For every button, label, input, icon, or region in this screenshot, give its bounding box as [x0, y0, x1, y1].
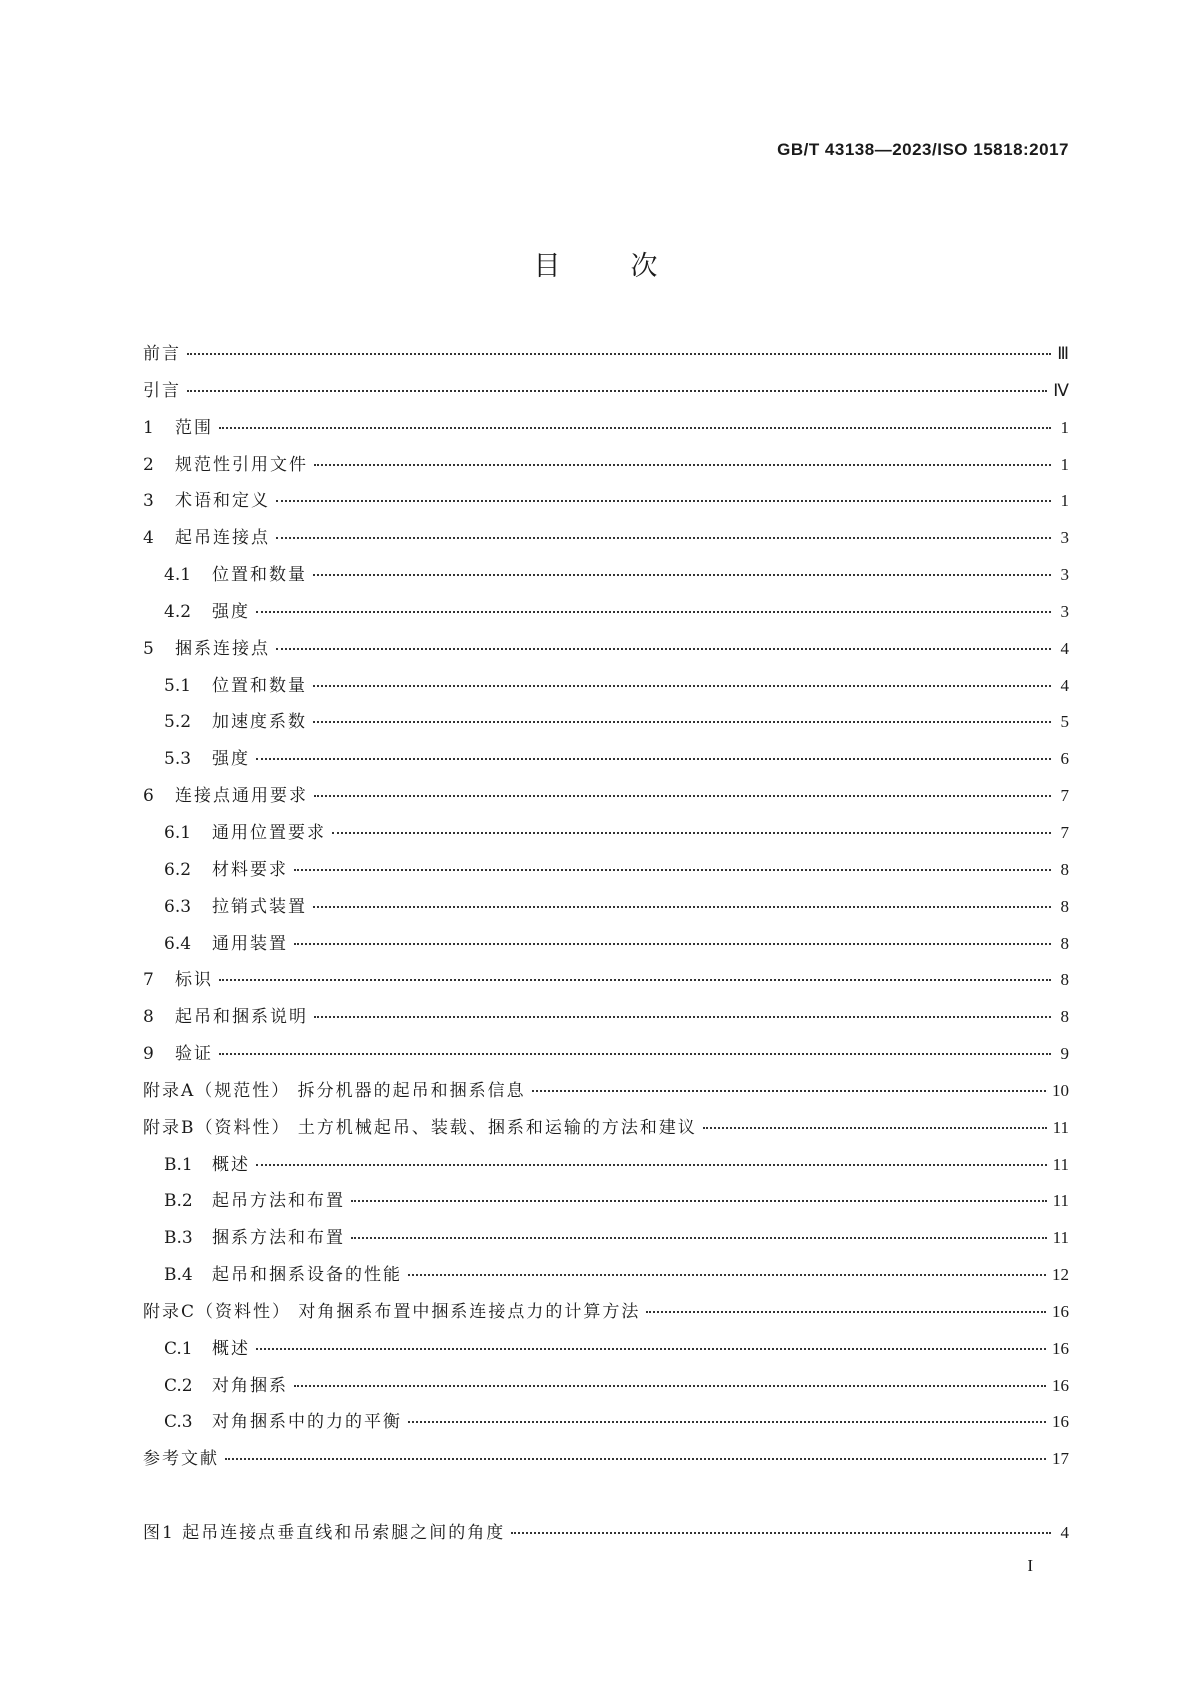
toc-entry-number: 6.4 [164, 933, 192, 954]
toc-entry-page: 16 [1052, 1375, 1069, 1395]
toc-entry[interactable] [143, 1186, 1069, 1223]
toc-entry-number: 6.1 [164, 822, 192, 843]
toc-entry-page: 3 [1060, 601, 1069, 621]
toc-entry[interactable] [143, 597, 1069, 634]
toc-entry-number: 2 [143, 454, 154, 475]
toc-entry-page: 1 [1060, 454, 1069, 474]
toc-entry-title: 加速度系数 [212, 712, 307, 733]
dot-leader [532, 1090, 1046, 1092]
toc-entry[interactable] [143, 634, 1069, 671]
toc-entry-page: 10 [1052, 1080, 1069, 1100]
toc-entry-page: 16 [1052, 1412, 1069, 1432]
toc-entry-number: 6.3 [164, 896, 192, 917]
toc-entry-title: 规范性引用文件 [175, 454, 308, 475]
toc-entry-title: 概述 [212, 1338, 250, 1359]
dot-leader [219, 427, 1051, 429]
toc-entry-number: B.1 [164, 1154, 193, 1175]
toc-entry[interactable] [143, 1113, 1069, 1150]
toc-entry[interactable] [143, 339, 1069, 376]
dot-leader [313, 574, 1051, 576]
toc-entry-number: 4.1 [164, 565, 192, 586]
toc-entry-title: 对角捆系中的力的平衡 [212, 1412, 402, 1433]
table-of-contents [143, 339, 1069, 1481]
toc-entry[interactable] [143, 1150, 1069, 1187]
toc-entry-number: B.4 [164, 1265, 193, 1286]
toc-entry-number: C.2 [164, 1375, 193, 1396]
toc-entry[interactable] [143, 1407, 1069, 1444]
dot-leader [351, 1237, 1047, 1239]
toc-entry-title: 附录A（规范性） 拆分机器的起吊和捆系信息 [143, 1080, 526, 1101]
toc-entry-page: Ⅲ [1057, 344, 1069, 363]
toc-entry-title: 起吊方法和布置 [212, 1191, 345, 1212]
standard-number: GB/T 43138—2023/ISO 15818:2017 [777, 140, 1069, 159]
toc-entry-title: 通用位置要求 [212, 822, 326, 843]
toc-entry-title: 强度 [212, 749, 250, 770]
dot-leader [256, 758, 1051, 760]
toc-entry-title: 术语和定义 [175, 491, 270, 512]
page-number: I [1027, 1556, 1033, 1575]
toc-entry-title: 标识 [175, 970, 213, 991]
toc-entry[interactable] [143, 376, 1069, 413]
dot-leader [256, 611, 1051, 613]
toc-entry-number: 9 [143, 1044, 154, 1065]
dot-leader [294, 1385, 1046, 1387]
dot-leader [256, 1164, 1047, 1166]
toc-entry[interactable] [143, 1039, 1069, 1076]
toc-entry-number: 5.1 [164, 675, 192, 696]
toc-entry-title: 验证 [175, 1044, 213, 1065]
toc-entry-page: 9 [1060, 1044, 1069, 1064]
toc-entry[interactable] [143, 892, 1069, 929]
dot-leader [276, 537, 1051, 539]
dot-leader [219, 979, 1051, 981]
toc-entry[interactable] [143, 450, 1069, 487]
toc-entry-title: 引言 [143, 380, 181, 401]
dot-leader [314, 795, 1051, 797]
toc-entry-title: 捆系连接点 [175, 638, 270, 659]
toc-entry[interactable] [143, 744, 1069, 781]
toc-entry-page: 7 [1060, 822, 1069, 842]
toc-entry-title: 强度 [212, 601, 250, 622]
toc-entry-page: 1 [1060, 491, 1069, 511]
toc-entry-title: 起吊连接点 [175, 528, 270, 549]
toc-entry[interactable] [143, 671, 1069, 708]
dot-leader [313, 685, 1051, 687]
dot-leader [187, 390, 1047, 392]
toc-entry[interactable] [143, 965, 1069, 1002]
toc-entry-page: 6 [1060, 749, 1069, 769]
dot-leader [187, 353, 1051, 355]
toc-entry-title: 捆系方法和布置 [212, 1228, 345, 1249]
toc-entry-number: C.3 [164, 1412, 193, 1433]
toc-entry-title: 概述 [212, 1154, 250, 1175]
toc-entry-page: 4 [1060, 1523, 1069, 1542]
dot-leader [294, 943, 1051, 945]
dot-leader [314, 1016, 1051, 1018]
dot-leader [256, 1348, 1046, 1350]
dot-leader [332, 832, 1051, 834]
dot-leader [351, 1200, 1047, 1202]
toc-entry-title: 参考文献 [143, 1449, 219, 1470]
toc-entry[interactable] [143, 781, 1069, 818]
toc-entry-number: 6.2 [164, 859, 192, 880]
toc-entry[interactable] [143, 1371, 1069, 1408]
toc-entry[interactable] [143, 560, 1069, 597]
toc-entry-number: 5.2 [164, 712, 192, 733]
toc-entry-title: 通用装置 [212, 933, 288, 954]
toc-entry-page: 17 [1052, 1449, 1069, 1469]
toc-entry-page: 8 [1060, 896, 1069, 916]
toc-entry-title: 材料要求 [212, 859, 288, 880]
dot-leader [313, 906, 1051, 908]
toc-entry-page: 8 [1060, 1007, 1069, 1027]
toc-entry-title: 起吊和捆系设备的性能 [212, 1265, 402, 1286]
toc-entry-page: 16 [1052, 1338, 1069, 1358]
toc-entry-number: 6 [143, 786, 154, 807]
dot-leader [276, 500, 1051, 502]
toc-entry-number: 5 [143, 638, 154, 659]
toc-entry-page: Ⅳ [1053, 380, 1069, 400]
toc-entry-number: 8 [143, 1007, 154, 1028]
toc-entry-number: B.3 [164, 1228, 193, 1249]
toc-entry-title: 起吊和捆系说明 [175, 1007, 308, 1028]
toc-entry-page: 8 [1060, 933, 1069, 953]
dot-leader [646, 1311, 1046, 1313]
toc-entry-page: 8 [1060, 970, 1069, 990]
toc-entry-number: B.2 [164, 1191, 193, 1212]
toc-entry-number: 4 [143, 528, 154, 549]
toc-entry-page: 4 [1060, 675, 1069, 695]
toc-entry[interactable] [143, 486, 1069, 523]
dot-leader [408, 1421, 1046, 1423]
toc-entry[interactable] [143, 929, 1069, 966]
toc-entry[interactable] [143, 1297, 1069, 1334]
toc-entry-page: 5 [1060, 712, 1069, 732]
toc-entry[interactable] [143, 1260, 1069, 1297]
toc-entry[interactable] [143, 1223, 1069, 1260]
toc-entry-page: 11 [1052, 1117, 1069, 1137]
toc-entry-title: 位置和数量 [212, 565, 307, 586]
toc-entry[interactable] [143, 1076, 1069, 1113]
toc-entry-page: 7 [1060, 786, 1069, 806]
toc-entry[interactable] [143, 855, 1069, 892]
toc-entry-title: 范围 [175, 417, 213, 438]
toc-entry[interactable] [143, 1444, 1069, 1481]
figure-list [143, 1518, 1069, 1555]
toc-entry[interactable] [143, 707, 1069, 744]
toc-entry-title: 图1 起吊连接点垂直线和吊索腿之间的角度 [143, 1523, 506, 1543]
toc-entry-page: 11 [1052, 1154, 1069, 1174]
toc-entry-number: 4.2 [164, 601, 192, 622]
dot-leader [314, 464, 1051, 466]
dot-leader [408, 1274, 1046, 1276]
dot-leader [511, 1532, 1051, 1534]
toc-entry[interactable] [143, 818, 1069, 855]
toc-entry-number: 3 [143, 491, 154, 512]
toc-entry-page: 16 [1052, 1301, 1069, 1321]
toc-entry-title: 对角捆系 [212, 1375, 288, 1396]
dot-leader [219, 1053, 1051, 1055]
toc-entry[interactable] [143, 1002, 1069, 1039]
toc-entry[interactable] [143, 413, 1069, 450]
toc-entry-page: 4 [1060, 638, 1069, 658]
dot-leader [225, 1458, 1046, 1460]
toc-entry[interactable] [143, 1518, 1069, 1555]
toc-entry-title: 连接点通用要求 [175, 786, 308, 807]
dot-leader [294, 869, 1051, 871]
toc-entry-title: 附录B（资料性） 土方机械起吊、装载、捆系和运输的方法和建议 [143, 1117, 697, 1138]
dot-leader [313, 721, 1051, 723]
toc-entry-number: 1 [143, 417, 154, 438]
toc-entry-title: 附录C（资料性） 对角捆系布置中捆系连接点力的计算方法 [143, 1301, 641, 1322]
toc-entry-page: 1 [1060, 417, 1069, 437]
toc-entry-number: C.1 [164, 1338, 193, 1359]
dot-leader [703, 1127, 1047, 1129]
toc-entry-number: 5.3 [164, 749, 192, 770]
toc-entry[interactable] [143, 1334, 1069, 1371]
toc-entry-page: 3 [1060, 565, 1069, 585]
toc-entry-page: 11 [1052, 1228, 1069, 1248]
toc-entry-title: 位置和数量 [212, 675, 307, 696]
toc-entry-page: 11 [1052, 1191, 1069, 1211]
page-title: 目次 [533, 251, 728, 282]
toc-entry-number: 7 [143, 970, 154, 991]
toc-entry-page: 3 [1060, 528, 1069, 548]
toc-entry[interactable] [143, 523, 1069, 560]
toc-entry-title: 拉销式装置 [212, 896, 307, 917]
toc-entry-title: 前言 [143, 344, 181, 364]
dot-leader [276, 648, 1051, 650]
toc-entry-page: 12 [1052, 1265, 1069, 1285]
toc-entry-page: 8 [1060, 859, 1069, 879]
